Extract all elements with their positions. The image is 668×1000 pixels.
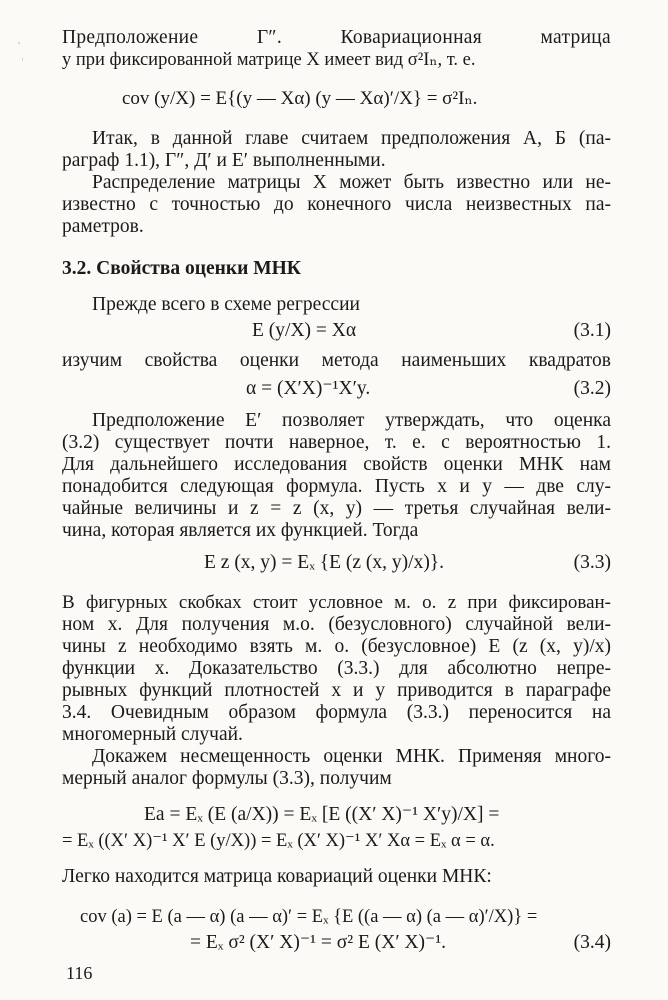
text-line: раметров. [62, 216, 144, 237]
text-line: Докажем несмещенность оценки МНК. Применяя много- [92, 746, 611, 767]
page-number: 116 [66, 963, 93, 983]
text-line: многомерный случай. [62, 724, 243, 745]
text-line: Предположение Г″. Ковариационная матрица [62, 27, 611, 48]
text-line: мерный аналог формулы (3.3), получим [62, 768, 392, 789]
equation-number: (3.1) [573, 320, 611, 341]
equation-cov-a-line1: cov (a) = E (a — α) (a — α)′ = Eₓ {E ((a — α) (a — α)′/X)} = [80, 907, 538, 927]
text-line: (3.2) существует почти наверное, т. е. с вероятностью 1. [62, 432, 611, 453]
equation-3-1: E (y/X) = Xα [252, 320, 357, 341]
equation-number: (3.3) [573, 552, 611, 573]
equation-ea-line1: Ea = Eₓ (E (a/X)) = Eₓ [E ((X′ X)⁻¹ X′y)/X] = [144, 804, 500, 825]
equation-ea-line2: = Eₓ ((X′ X)⁻¹ X′ E (y/X)) = Eₓ (X′ X)⁻¹ X′ Xα = Eₓ α = α. [62, 831, 495, 851]
equation-number: (3.4) [573, 932, 611, 953]
text-line: 3.4. Очевидным образом формула (3.3.) переносится на [62, 702, 611, 723]
text-line: Распределение матрицы X может быть известно или не- [92, 172, 611, 193]
paper-speck [18, 42, 20, 44]
equation-cov-a-line2: = Eₓ σ² (X′ X)⁻¹ = σ² E (X′ X)⁻¹. [190, 932, 447, 953]
text-line: функции x. Доказательство (3.3.) для абсолютно непре- [62, 658, 611, 679]
text-line: Для дальнейшего исследования свойств оценки МНК нам [62, 454, 611, 475]
equation-cov-y: cov (y/X) = E{(y — Xα) (y — Xα)′/X} = σ²Iₙ. [122, 88, 478, 109]
text-line: изучим свойства оценки метода наименьших квадратов [62, 350, 611, 371]
text-line: чины z необходимо взять м. о. (безусловное) E (z (x, y)/x) [62, 636, 611, 657]
section-heading: 3.2. Свойства оценки МНК [62, 258, 301, 279]
paper-speck [22, 58, 23, 61]
text-line: чайные величины и z = z (x, y) — третья случайная вели- [62, 498, 611, 519]
text-line: чина, которая является их функцией. Тогда [62, 520, 419, 541]
equation-number: (3.2) [573, 378, 611, 399]
text-line: Легко находится матрица ковариаций оценки МНК: [62, 866, 492, 887]
text-line: Прежде всего в схеме регрессии [92, 294, 360, 315]
text-line: рывных функций плотностей x и y приводится в параграфе [62, 680, 611, 701]
text-line: Предположение Е′ позволяет утверждать, что оценка [92, 410, 611, 431]
text-line: раграф 1.1), Г″, Д′ и Е′ выполненными. [62, 150, 386, 171]
text-line: ном x. Для получения м.о. (безусловного) случайной вели- [62, 614, 611, 635]
text-line: В фигурных скобках стоит условное м. о. z при фиксирован- [62, 592, 611, 613]
equation-3-2: α = (X′X)⁻¹X′y. [246, 378, 371, 399]
text-line: Итак, в данной главе считаем предположения А, Б (па- [92, 128, 611, 149]
text-line: y при фиксированной матрице X имеет вид σ²Iₙ, т. е. [62, 50, 476, 70]
equation-3-3: E z (x, y) = Eₓ {E (z (x, y)/x)}. [204, 552, 445, 573]
text-line: известно с точностью до конечного числа неизвестных па- [62, 194, 611, 215]
text-line: понадобится следующая формула. Пусть x и y — две слу- [62, 476, 611, 497]
